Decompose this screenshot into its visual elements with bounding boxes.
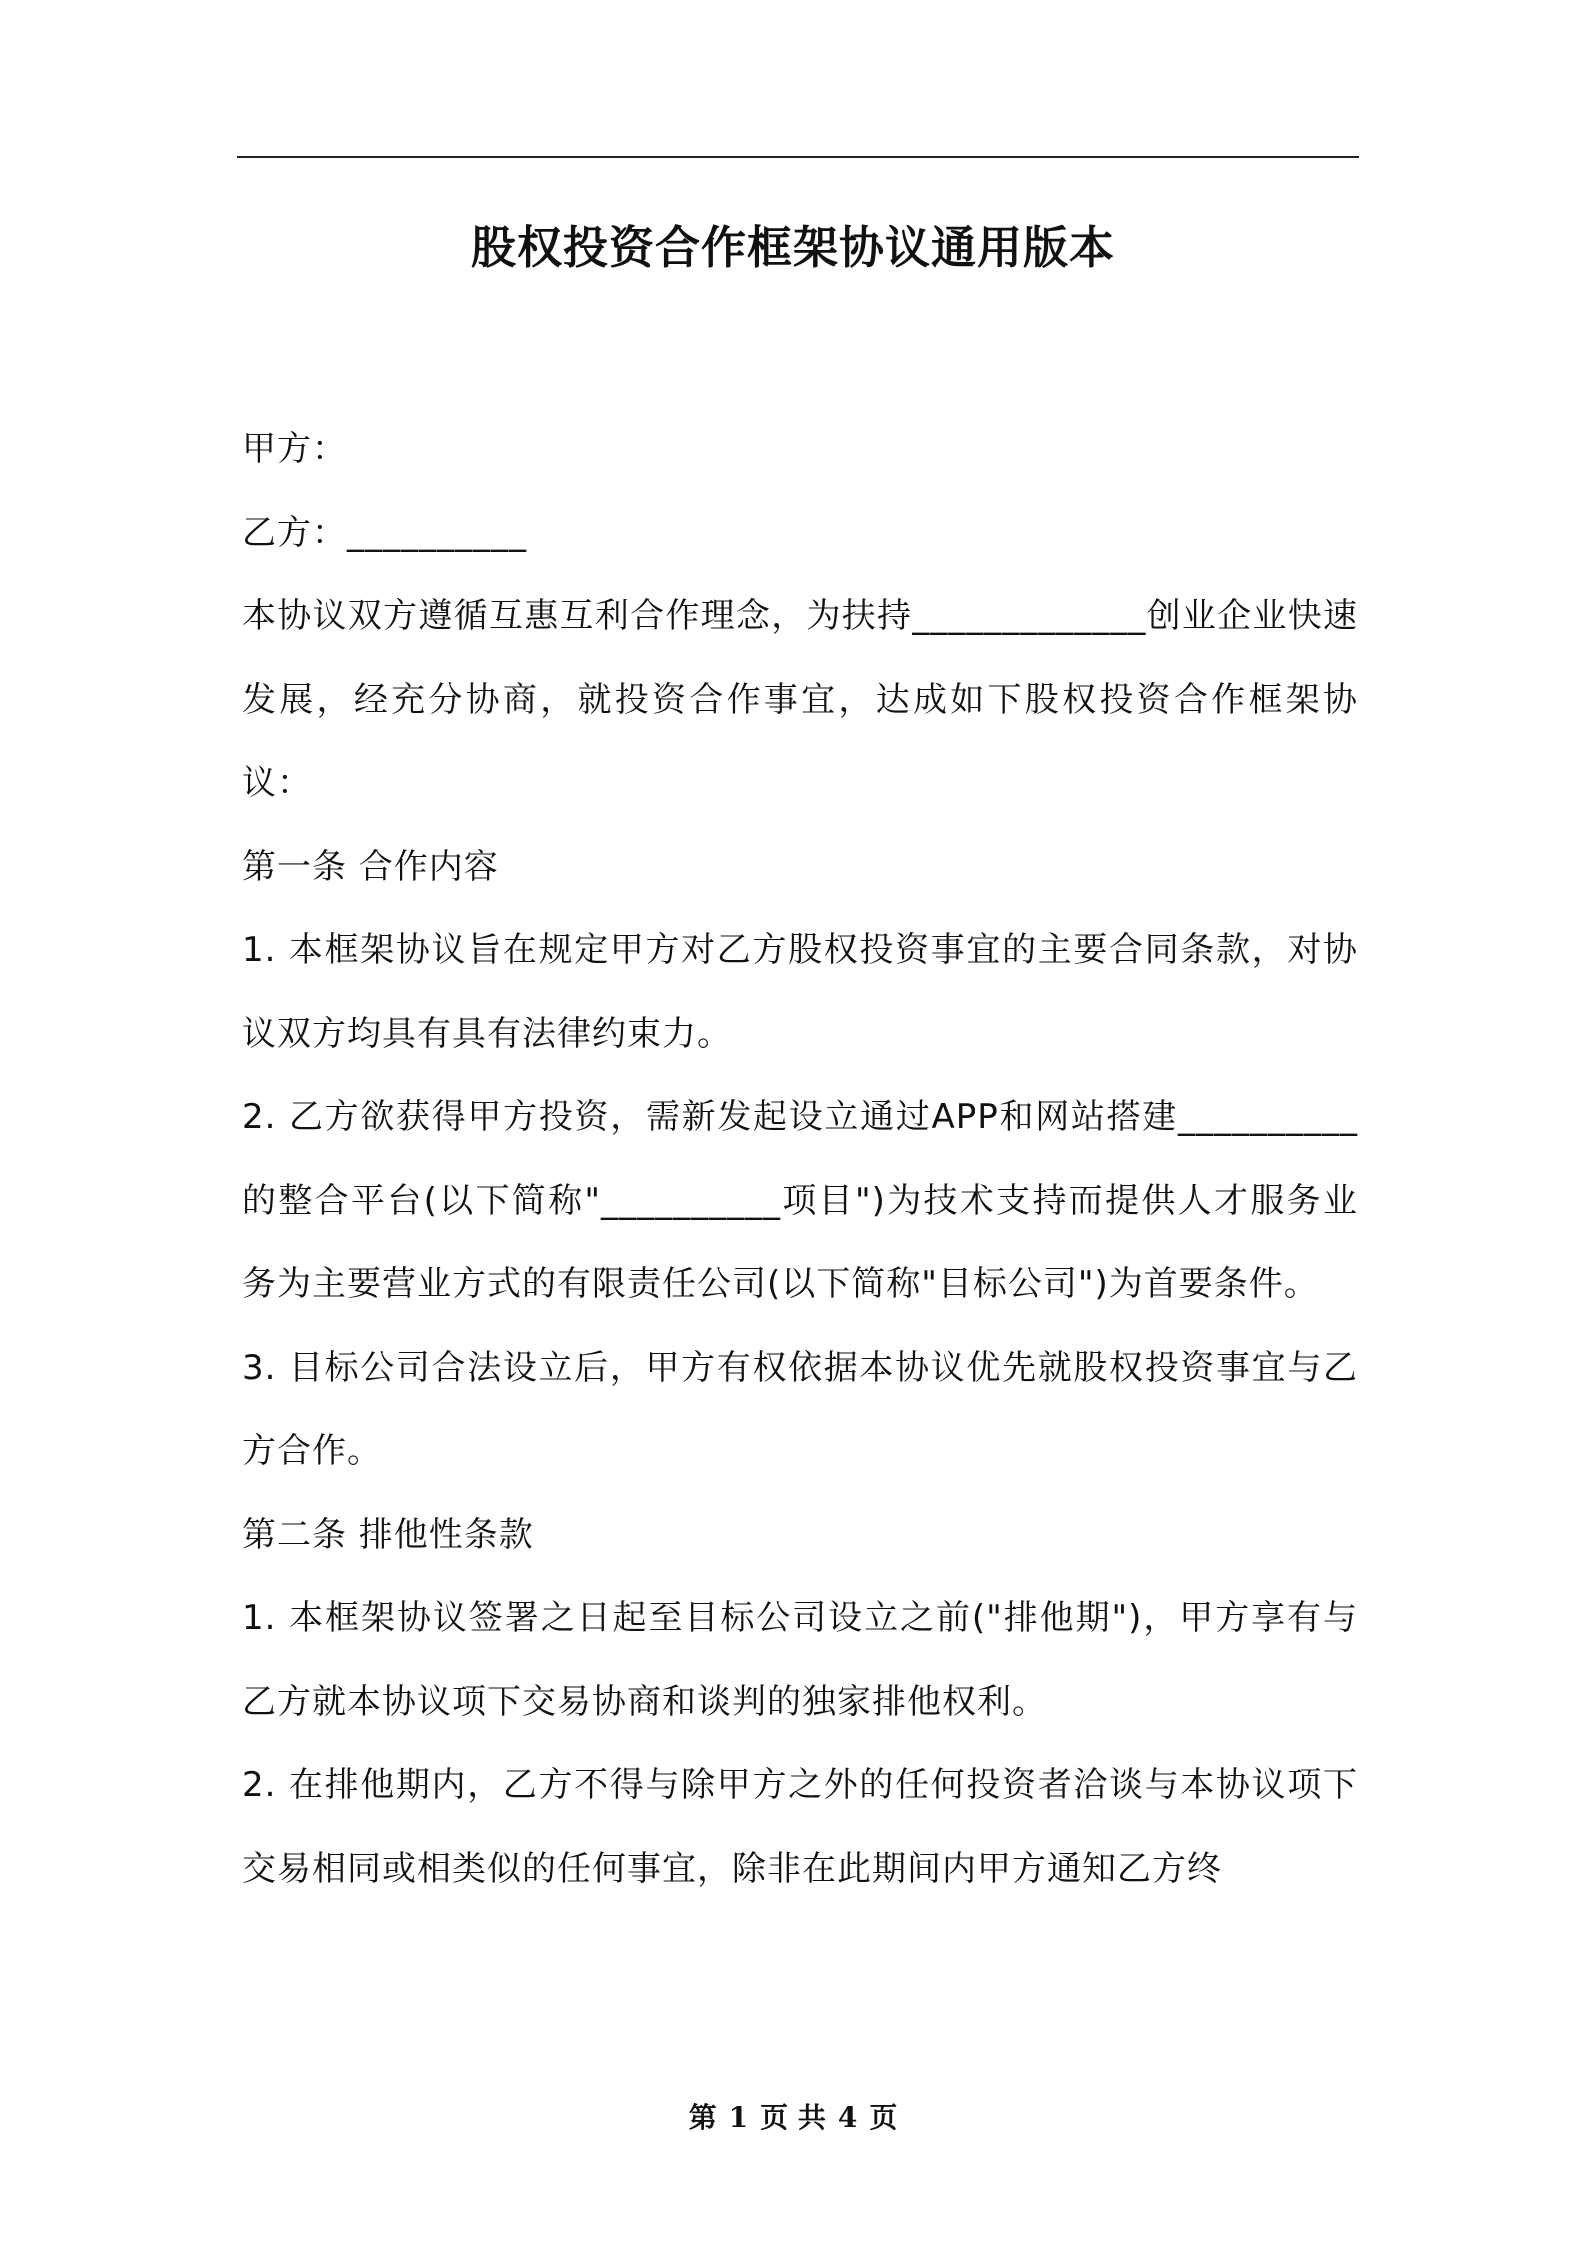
document-body	[242, 408, 1358, 1911]
footer-total-pages: 4	[837, 2101, 858, 2134]
article-2-clause-1: 1. 本框架协议签署之日起至目标公司设立之前("排他期")，甲方享有与乙方就本协议项下交易协商和谈判的独家排他权利。	[242, 1598, 1358, 1722]
preamble-paragraph: 本协议双方遵循互惠互利合作理念，为扶持_____________创业企业快速发展，经充分协商，就投资合作事宜，达成如下股权投资合作框架协议：	[242, 596, 1358, 803]
article-2-heading: 第二条 排他性条款	[242, 1514, 534, 1555]
article-1-clause-3: 3. 目标公司合法设立后，甲方有权依据本协议优先就股权投资事宜与乙方合作。	[242, 1347, 1358, 1471]
footer-prefix: 第	[688, 2101, 717, 2134]
footer-current-page: 1	[728, 2101, 749, 2134]
footer-middle: 页 共	[760, 2101, 826, 2134]
footer-suffix: 页	[869, 2101, 898, 2134]
party-a-line: 甲方：	[242, 429, 347, 469]
article-1-heading: 第一条 合作内容	[242, 846, 499, 887]
article-1-clause-1: 1. 本框架协议旨在规定甲方对乙方股权投资事宜的主要合同条款，对协议双方均具有具有法律约束力。	[242, 930, 1358, 1054]
article-2-clause-2: 2. 在排他期内，乙方不得与除甲方之外的任何投资者洽谈与本协议项下交易相同或相类似的任何事宜，除非在此期间内甲方通知乙方终	[242, 1765, 1358, 1889]
party-b-line: 乙方：__________	[242, 512, 527, 553]
document-title: 股权投资合作框架协议通用版本	[470, 221, 1115, 274]
article-1-clause-2: 2. 乙方欲获得甲方投资，需新发起设立通过APP和网站搭建__________的整合平台(以下简称"__________项目")为技术支持而提供人才服务业务为主要营业方式的有限责任公司(以下简称"目标公司")为首要条件。	[242, 1097, 1358, 1304]
page-footer	[0, 2100, 1586, 2136]
header-rule	[237, 156, 1359, 158]
